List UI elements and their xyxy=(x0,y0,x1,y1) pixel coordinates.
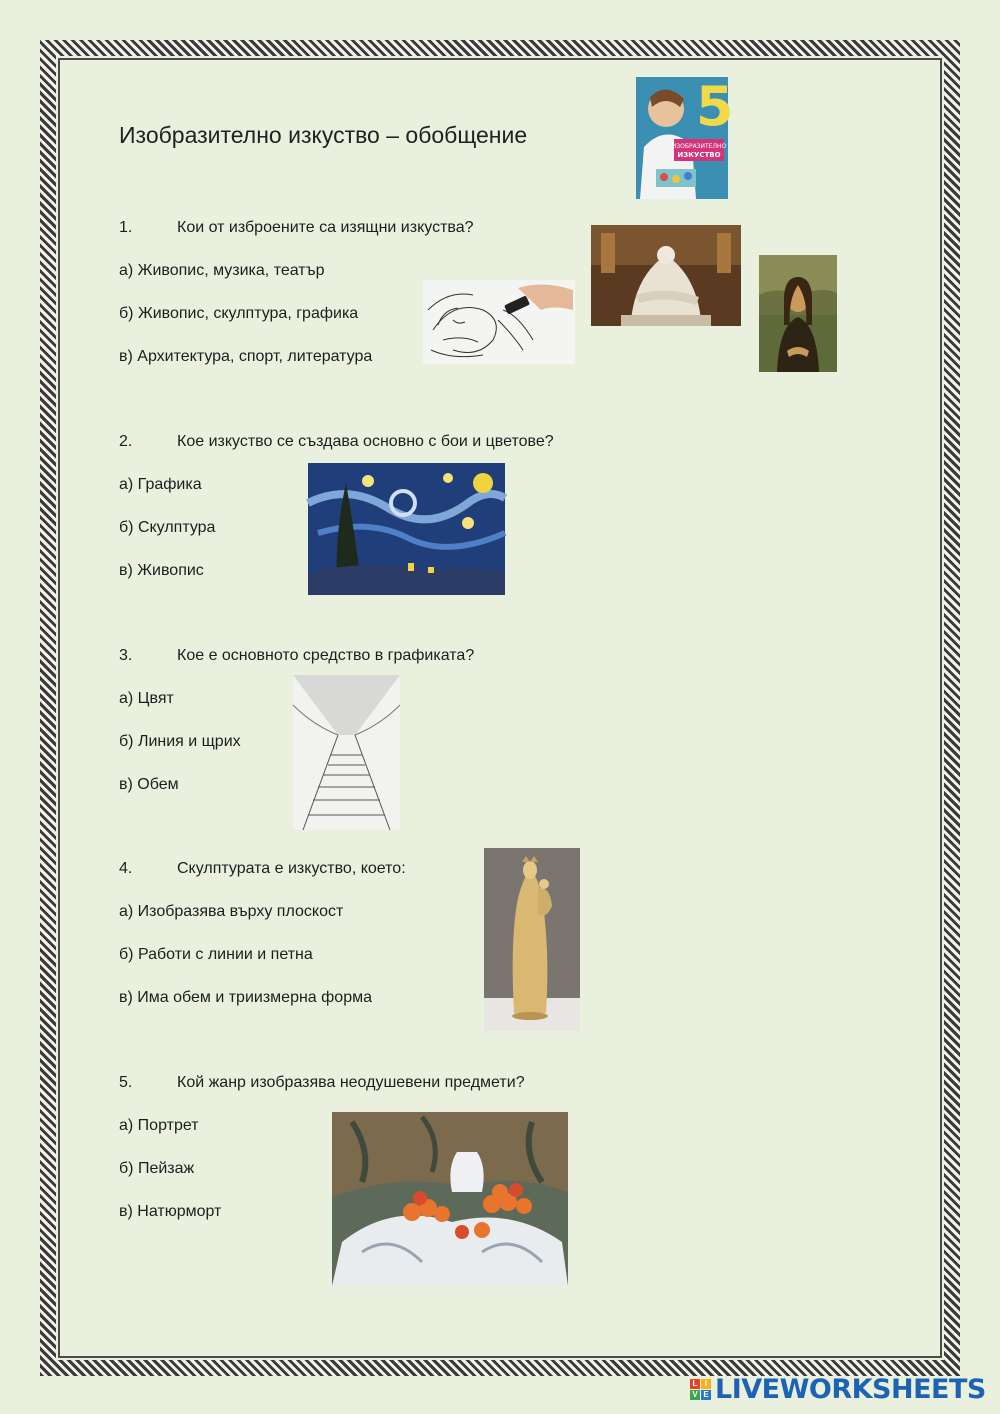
question-text: Кое изкуство се създава основно с бои и цветове? xyxy=(177,433,554,450)
question-text: Кой жанр изобразява неодушевени предмети? xyxy=(177,1074,525,1091)
option-1b[interactable]: б) Живопис, скулптура, графика xyxy=(119,305,359,322)
option-3c[interactable]: в) Обем xyxy=(119,776,179,793)
madonna-statue-image xyxy=(484,848,580,1031)
question-number: 5. xyxy=(119,1074,133,1091)
question-number: 3. xyxy=(119,647,133,664)
liveworksheets-logo[interactable] xyxy=(690,1374,986,1405)
option-2c[interactable]: в) Живопис xyxy=(119,562,204,579)
option-3b[interactable]: б) Линия и щрих xyxy=(119,733,241,750)
page-title: Изобразително изкуство – обобщение xyxy=(119,122,528,148)
option-1c[interactable]: в) Архитектура, спорт, литература xyxy=(119,348,373,365)
option-4a[interactable]: а) Изобразява върху плоскост xyxy=(119,903,344,920)
textbook-cover-image xyxy=(636,75,734,199)
starry-night-image xyxy=(308,463,505,595)
pencil-bridge-drawing-image xyxy=(293,675,400,830)
cover-title-line2: ИЗКУСТВО xyxy=(677,151,721,159)
pieta-sculpture-image xyxy=(591,225,741,326)
option-5b[interactable]: б) Пейзаж xyxy=(119,1160,195,1177)
option-5c[interactable]: в) Натюрморт xyxy=(119,1203,222,1220)
svg-text:5: 5 xyxy=(696,75,734,138)
question-5 xyxy=(119,1074,525,1092)
question-number: 1. xyxy=(119,219,133,236)
option-4b[interactable]: б) Работи с линии и петна xyxy=(119,946,313,963)
question-3 xyxy=(119,647,474,665)
cover-title-line1: ИЗОБРАЗИТЕЛНО xyxy=(671,143,727,150)
logo-badge-icon: L I V E xyxy=(690,1379,711,1400)
mona-lisa-image xyxy=(759,255,837,372)
question-4 xyxy=(119,860,406,878)
option-2b[interactable]: б) Скулптура xyxy=(119,519,216,536)
question-1 xyxy=(119,219,474,237)
still-life-image xyxy=(332,1112,568,1286)
question-number: 2. xyxy=(119,433,133,450)
option-1a[interactable]: а) Живопис, музика, театър xyxy=(119,262,325,279)
question-number: 4. xyxy=(119,860,133,877)
option-5a[interactable]: а) Портрет xyxy=(119,1117,199,1134)
question-text: Кое е основното средство в графиката? xyxy=(177,647,475,664)
option-3a[interactable]: а) Цвят xyxy=(119,690,174,707)
option-4c[interactable]: в) Има обем и триизмерна форма xyxy=(119,989,372,1006)
question-text: Кои от изброените са изящни изкуства? xyxy=(177,219,474,236)
graphic-drawing-image xyxy=(423,280,575,364)
question-text: Скулптурата е изкуство, което: xyxy=(177,860,406,877)
question-2 xyxy=(119,433,554,451)
option-2a[interactable]: а) Графика xyxy=(119,476,202,493)
brand-name: LIVEWORKSHEETS xyxy=(715,1374,986,1405)
